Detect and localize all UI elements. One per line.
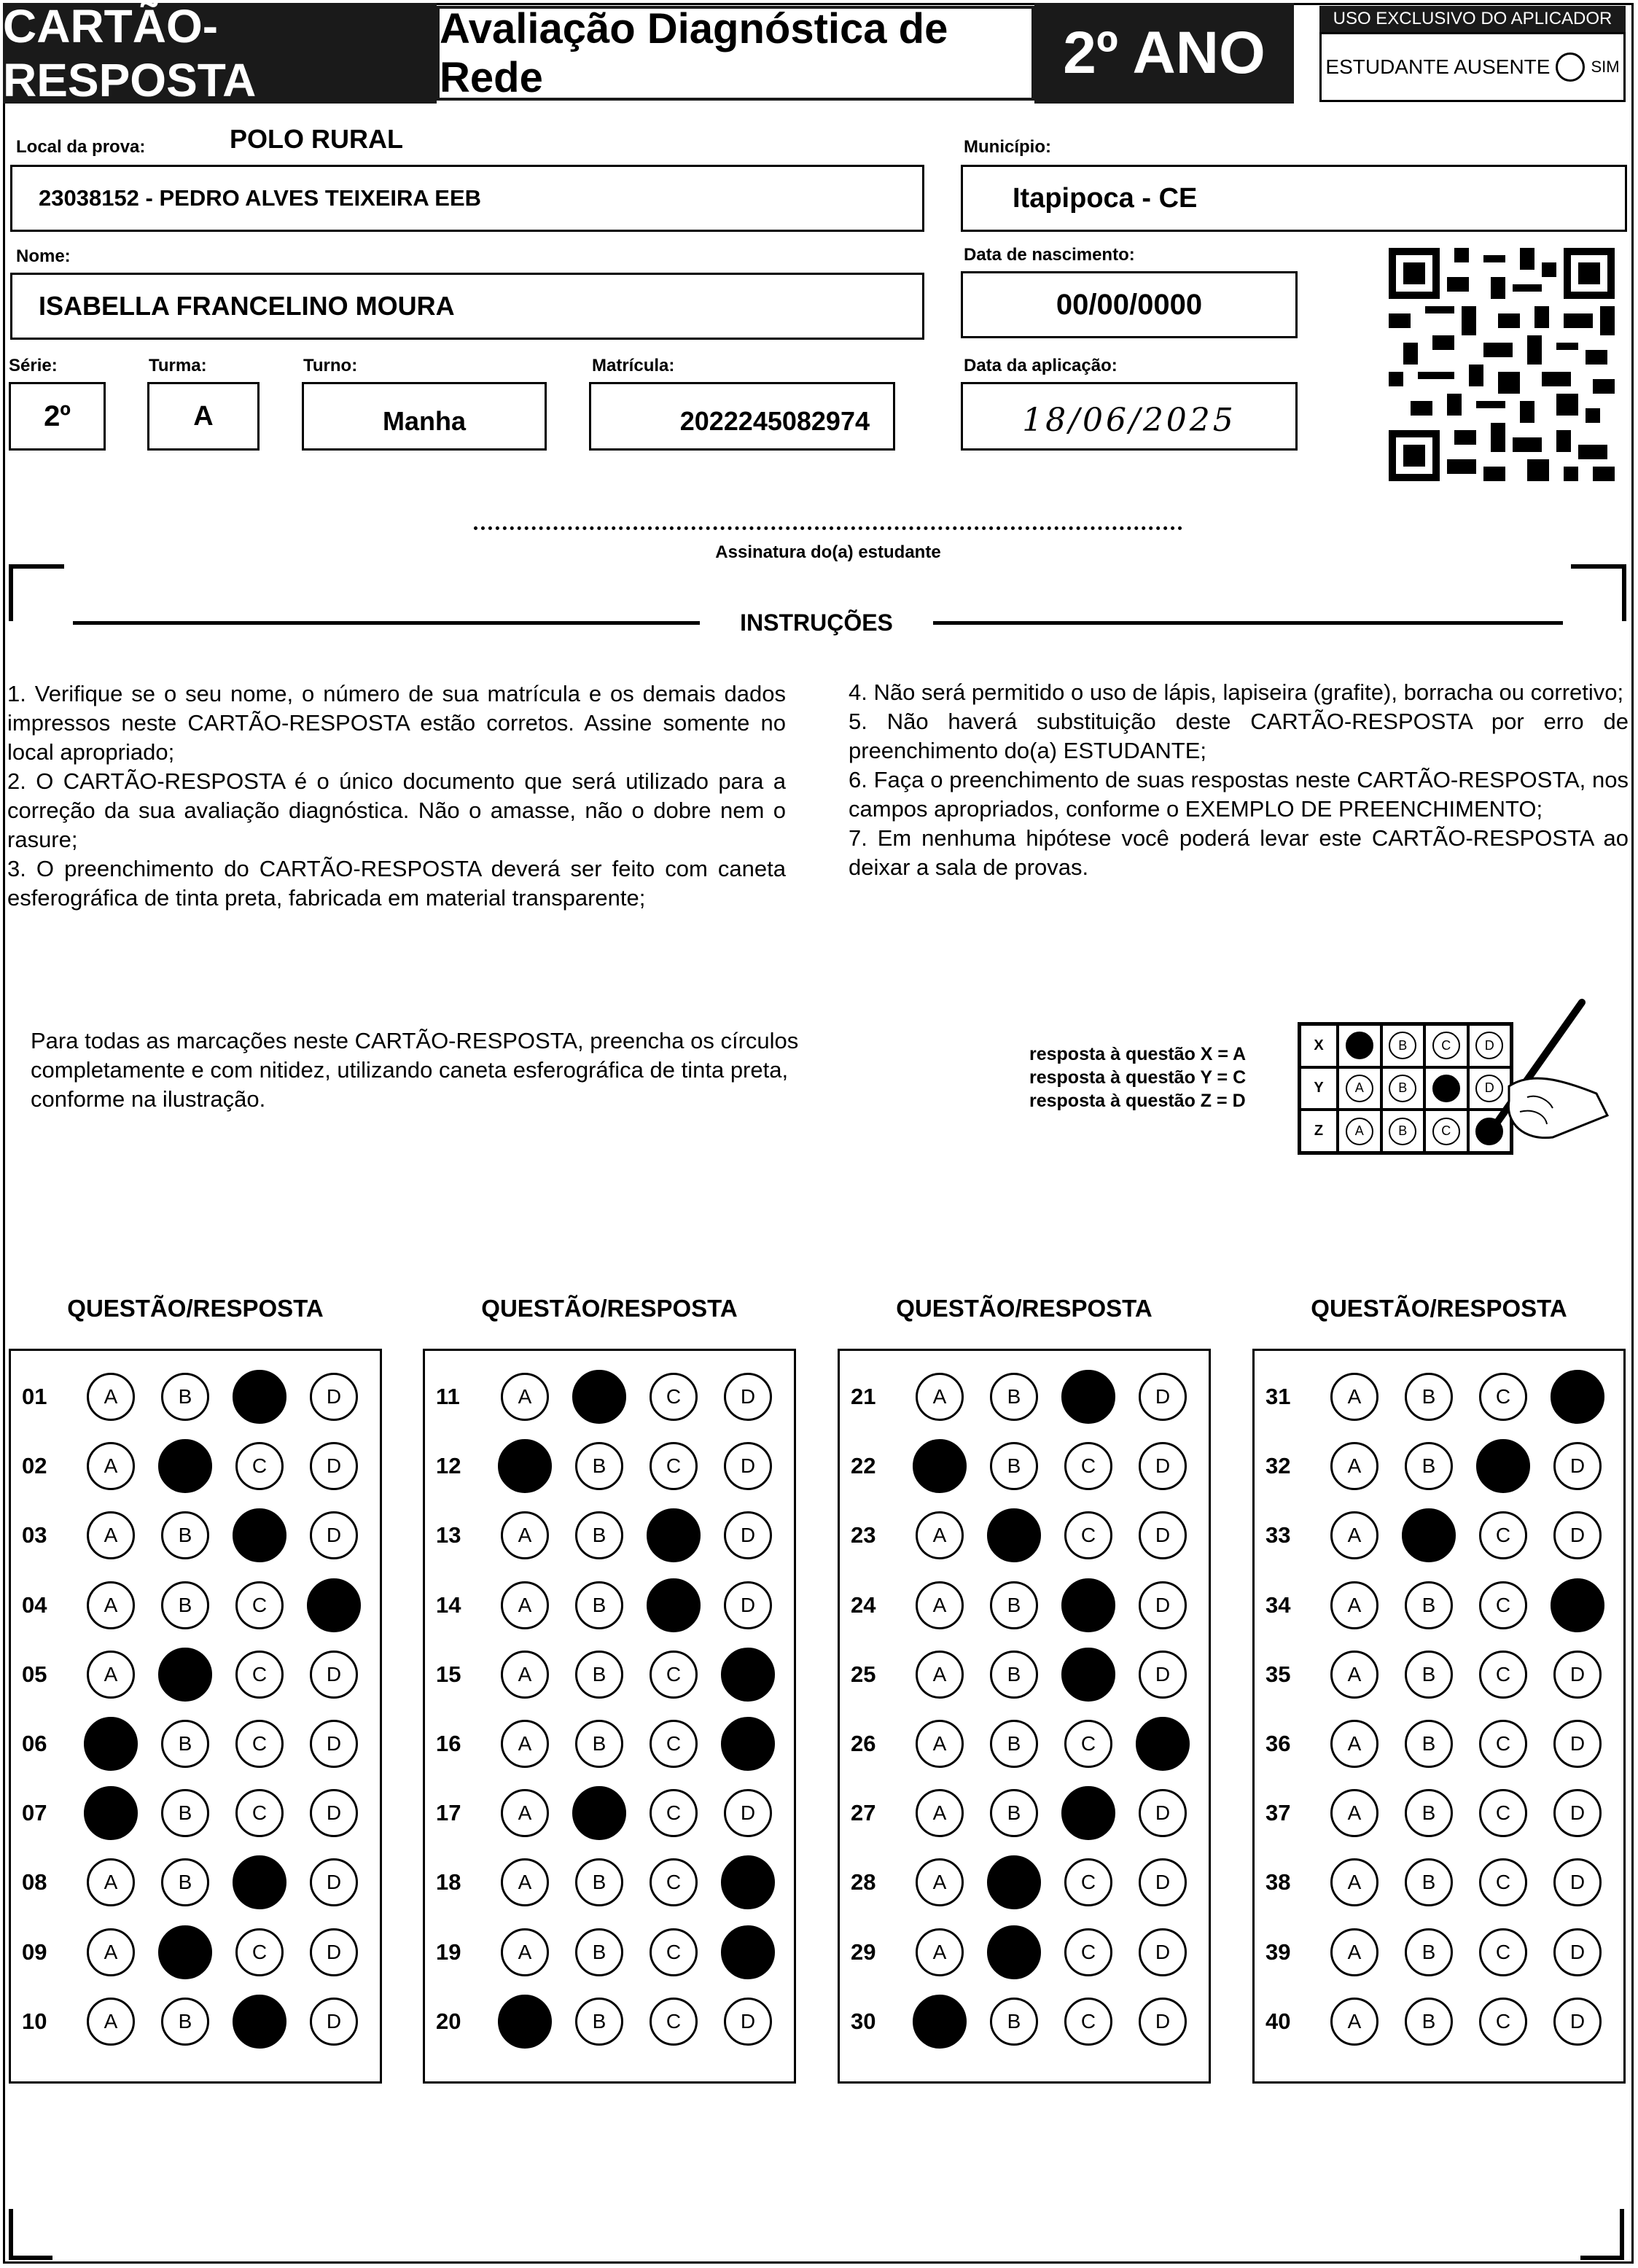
answer-bubble-b[interactable]: B	[1405, 1789, 1453, 1837]
answer-bubble-d[interactable]	[721, 1925, 775, 1979]
answer-bubble-d[interactable]: D	[1553, 1720, 1602, 1768]
answer-bubble-c[interactable]	[647, 1578, 701, 1632]
answer-bubble-d[interactable]: D	[1139, 1442, 1187, 1490]
exam-title: Avaliação Diagnóstica de Rede	[437, 6, 1034, 101]
answer-bubble-c[interactable]	[1061, 1370, 1115, 1424]
answer-bubble-b[interactable]	[158, 1925, 212, 1979]
question-number: 11	[436, 1384, 460, 1409]
answer-bubble-d[interactable]	[721, 1648, 775, 1702]
column-header: QUESTÃO/RESPOSTA	[481, 1295, 738, 1322]
answer-bubble-d[interactable]: D	[310, 1928, 358, 1976]
serie-field	[9, 382, 106, 451]
answer-bubble-c[interactable]: C	[235, 1720, 284, 1768]
grade-label: 2º ANO	[1034, 3, 1294, 104]
example-bubble-a: A	[1346, 1118, 1373, 1145]
answer-bubble-c[interactable]: C	[650, 1651, 698, 1699]
answer-bubble-a[interactable]: A	[1330, 1373, 1378, 1421]
answer-bubble-c[interactable]: C	[650, 1858, 698, 1906]
example-bubble-c: C	[1432, 1032, 1460, 1059]
example-bubble-c: C	[1432, 1118, 1460, 1145]
example-bubble-b: B	[1389, 1032, 1416, 1059]
answer-bubble-c[interactable]	[1061, 1578, 1115, 1632]
answer-bubble-a[interactable]: A	[501, 1581, 549, 1629]
answer-bubble-d[interactable]: D	[1553, 1442, 1602, 1490]
signature-label: Assinatura do(a) estudante	[715, 542, 941, 562]
answer-bubble-b[interactable]: B	[1405, 1998, 1453, 2046]
answer-bubble-b[interactable]: B	[161, 1998, 209, 2046]
hand-pen-icon	[1465, 999, 1611, 1145]
answer-bubble-d[interactable]: D	[1139, 1651, 1187, 1699]
answer-bubble-b[interactable]: B	[575, 1581, 623, 1629]
answer-bubble-b[interactable]: B	[1405, 1442, 1453, 1490]
answer-bubble-a[interactable]: A	[501, 1511, 549, 1559]
answer-bubble-a[interactable]: A	[916, 1581, 964, 1629]
question-number: 03	[22, 1522, 47, 1548]
answer-bubble-c[interactable]	[1476, 1439, 1530, 1493]
answer-bubble-c[interactable]: C	[1479, 1928, 1527, 1976]
question-number: 21	[851, 1384, 876, 1409]
answer-bubble-c[interactable]	[233, 1370, 286, 1424]
matricula-value: 2022245082974	[679, 406, 870, 436]
answer-bubble-d[interactable]	[721, 1717, 775, 1771]
question-number: 26	[851, 1731, 876, 1756]
answer-bubble-a[interactable]: A	[1330, 1720, 1378, 1768]
question-number: 04	[22, 1591, 47, 1618]
absent-label: ESTUDANTE AUSENTE	[1325, 55, 1551, 78]
answer-bubble-d[interactable]: D	[310, 1442, 358, 1490]
answer-bubble-b[interactable]: B	[990, 1442, 1038, 1490]
answer-bubble-a[interactable]: A	[87, 1581, 135, 1629]
column-header: QUESTÃO/RESPOSTA	[1311, 1295, 1567, 1322]
example-cell	[1381, 1110, 1425, 1153]
question-number: 17	[436, 1800, 461, 1826]
answer-bubble-b[interactable]: B	[575, 1511, 623, 1559]
answer-bubble-a[interactable]: A	[916, 1928, 964, 1976]
answer-bubble-b[interactable]: B	[161, 1511, 209, 1559]
question-number: 25	[851, 1661, 876, 1687]
answer-bubble-d[interactable]: D	[310, 1373, 358, 1421]
matricula-label: Matrícula:	[592, 356, 675, 375]
question-number: 13	[436, 1522, 461, 1548]
corner-mark-top-right	[1571, 564, 1626, 621]
example-bubble-a	[1346, 1032, 1373, 1059]
answer-bubble-a[interactable]: A	[87, 1511, 135, 1559]
question-number: 02	[22, 1453, 47, 1479]
turno-value: Manha	[382, 406, 466, 436]
applicator-only-label: USO EXCLUSIVO DO APLICADOR	[1319, 6, 1626, 32]
answer-bubble-a[interactable]: A	[1330, 1858, 1378, 1906]
municipio-label: Município:	[964, 137, 1051, 157]
answer-bubble-a[interactable]: A	[87, 1928, 135, 1976]
example-legend-z: resposta à questão Z = D	[1029, 1091, 1246, 1111]
answer-bubble-d[interactable]: D	[724, 1998, 772, 2046]
instruction-4: 4. Não será permitido o uso de lápis, lapiseira (grafite), borracha ou corretivo;	[849, 679, 1624, 705]
answer-bubble-b[interactable]: B	[161, 1858, 209, 1906]
answer-bubble-c[interactable]: C	[1479, 1511, 1527, 1559]
answer-bubble-d[interactable]: D	[1553, 1858, 1602, 1906]
example-bubble-b: B	[1389, 1075, 1416, 1102]
answer-bubble-c[interactable]: C	[235, 1651, 284, 1699]
answer-bubble-b[interactable]: B	[990, 1651, 1038, 1699]
example-cell	[1381, 1067, 1425, 1110]
answer-bubble-a[interactable]: A	[87, 1442, 135, 1490]
answer-bubble-d[interactable]: D	[1139, 1581, 1187, 1629]
answer-bubble-c[interactable]: C	[650, 1928, 698, 1976]
answer-bubble-c[interactable]	[1061, 1786, 1115, 1840]
example-legend-x: resposta à questão X = A	[1029, 1044, 1247, 1064]
question-number: 09	[22, 1938, 47, 1965]
answer-bubble-c[interactable]: C	[650, 1442, 698, 1490]
answer-bubble-a[interactable]: A	[87, 1998, 135, 2046]
question-number: 24	[851, 1591, 876, 1618]
answer-bubble-a[interactable]: A	[1330, 1789, 1378, 1837]
absent-bubble[interactable]	[1556, 52, 1585, 82]
example-cell	[1338, 1110, 1381, 1153]
example-cell	[1424, 1024, 1468, 1067]
question-number: 36	[1265, 1731, 1291, 1756]
answer-bubble-b[interactable]	[987, 1855, 1041, 1909]
answer-bubble-d[interactable]: D	[310, 1998, 358, 2046]
question-number: 08	[22, 1869, 47, 1895]
question-number: 34	[1265, 1591, 1291, 1618]
turno-label: Turno:	[303, 356, 358, 375]
answer-bubble-b[interactable]	[572, 1370, 626, 1424]
local-label: Local da prova:	[16, 137, 146, 157]
answer-bubble-d[interactable]: D	[724, 1581, 772, 1629]
answer-bubble-d[interactable]: D	[1139, 1928, 1187, 1976]
answer-bubble-b[interactable]: B	[990, 1720, 1038, 1768]
answer-bubble-d[interactable]	[1551, 1578, 1604, 1632]
question-number: 06	[22, 1731, 47, 1756]
answer-bubble-b[interactable]	[572, 1786, 626, 1840]
answer-bubble-a[interactable]: A	[1330, 1651, 1378, 1699]
answer-bubble-a[interactable]: A	[501, 1373, 549, 1421]
answer-bubble-b[interactable]: B	[575, 1651, 623, 1699]
matricula-field	[589, 382, 895, 451]
turma-field	[147, 382, 260, 451]
answer-bubble-c[interactable]	[233, 1855, 286, 1909]
nascimento-label: Data de nascimento:	[964, 245, 1135, 265]
answer-bubble-a[interactable]: A	[1330, 1998, 1378, 2046]
answer-bubble-a[interactable]	[913, 1439, 967, 1493]
answer-bubble-b[interactable]: B	[161, 1373, 209, 1421]
signature-line[interactable]	[474, 526, 1182, 530]
answer-bubble-b[interactable]: B	[1405, 1720, 1453, 1768]
example-cell	[1338, 1024, 1381, 1067]
qr-code-icon	[1389, 248, 1615, 481]
local-value: 23038152 - PEDRO ALVES TEIXEIRA EEB	[39, 185, 482, 211]
answer-bubble-a[interactable]	[84, 1786, 138, 1840]
answer-bubble-b[interactable]: B	[575, 1858, 623, 1906]
question-number: 38	[1265, 1869, 1291, 1895]
turma-label: Turma:	[149, 356, 207, 375]
answer-bubble-b[interactable]: B	[1405, 1373, 1453, 1421]
answer-bubble-c[interactable]: C	[1064, 1511, 1112, 1559]
answer-bubble-d[interactable]: D	[724, 1373, 772, 1421]
instructions-left	[7, 679, 786, 913]
answer-bubble-c[interactable]: C	[1064, 1928, 1112, 1976]
answer-bubble-d[interactable]: D	[1553, 1928, 1602, 1976]
answer-bubble-a[interactable]: A	[916, 1858, 964, 1906]
answer-bubble-a[interactable]	[84, 1717, 138, 1771]
answer-bubble-a[interactable]	[498, 1995, 552, 2049]
answer-bubble-d[interactable]: D	[1139, 1858, 1187, 1906]
answer-bubble-a[interactable]: A	[87, 1373, 135, 1421]
answer-bubble-b[interactable]	[987, 1925, 1041, 1979]
answer-bubble-c[interactable]: C	[235, 1581, 284, 1629]
answer-bubble-a[interactable]: A	[916, 1789, 964, 1837]
municipio-value: Itapipoca - CE	[1013, 182, 1198, 214]
answer-bubble-a[interactable]: A	[87, 1651, 135, 1699]
answer-bubble-b[interactable]: B	[990, 1789, 1038, 1837]
answer-bubble-d[interactable]: D	[1553, 1998, 1602, 2046]
example-bubble-d: D	[1475, 1075, 1503, 1102]
answer-bubble-a[interactable]	[913, 1995, 967, 2049]
answer-bubble-b[interactable]: B	[1405, 1651, 1453, 1699]
answer-bubble-c[interactable]	[233, 1508, 286, 1562]
answer-bubble-c[interactable]: C	[650, 1789, 698, 1837]
instruction-5: 5. Não haverá substituição deste CARTÃO-RESPOSTA por erro de preenchimento do(a) ESTUDANTE;	[849, 709, 1629, 763]
answer-bubble-d[interactable]: D	[310, 1511, 358, 1559]
answer-bubble-a[interactable]: A	[1330, 1928, 1378, 1976]
question-number: 22	[851, 1453, 876, 1479]
serie-label: Série:	[9, 356, 58, 375]
question-number: 12	[436, 1453, 461, 1479]
answer-bubble-b[interactable]	[158, 1648, 212, 1702]
turma-value: A	[193, 400, 214, 432]
question-number: 29	[851, 1938, 876, 1965]
example-cell	[1424, 1067, 1468, 1110]
answer-bubble-b[interactable]: B	[575, 1720, 623, 1768]
instruction-2: 2. O CARTÃO-RESPOSTA é o único documento que será utilizado para a correção da sua avaliação diagnóstica. Não o amasse, não o dobre nem o rasure;	[7, 768, 786, 852]
answer-bubble-c[interactable]: C	[1479, 1720, 1527, 1768]
answer-bubble-d[interactable]: D	[1139, 1998, 1187, 2046]
instructions-title: INSTRUÇÕES	[740, 609, 893, 636]
local-field	[10, 165, 924, 232]
example-legend	[1029, 1043, 1246, 1112]
corner-mark-top-left	[9, 564, 64, 621]
answer-bubble-a[interactable]: A	[87, 1858, 135, 1906]
question-number: 07	[22, 1800, 47, 1826]
example-cell	[1338, 1067, 1381, 1110]
question-number: 19	[436, 1938, 461, 1965]
answer-bubble-a[interactable]: A	[916, 1511, 964, 1559]
answer-bubble-c[interactable]: C	[1479, 1789, 1527, 1837]
nascimento-value: 00/00/0000	[1056, 288, 1203, 321]
answer-bubble-c[interactable]: C	[235, 1928, 284, 1976]
answer-bubble-c[interactable]: C	[1064, 1442, 1112, 1490]
corner-mark-bottom-right	[1580, 2209, 1624, 2260]
answer-bubble-d[interactable]	[1551, 1370, 1604, 1424]
instruction-3: 3. O preenchimento do CARTÃO-RESPOSTA deverá ser feito com caneta esferográfica de tinta preta, fabricada em material transparente;	[7, 856, 786, 911]
answer-bubble-b[interactable]: B	[1405, 1581, 1453, 1629]
question-number: 35	[1265, 1661, 1291, 1687]
answer-bubble-c[interactable]: C	[1479, 1373, 1527, 1421]
instruction-1: 1. Verifique se o seu nome, o número de sua matrícula e os demais dados impressos neste CARTÃO-RESPOSTA estão corretos. Assine somente no local apropriado;	[7, 681, 786, 765]
answer-bubble-d[interactable]: D	[724, 1511, 772, 1559]
absent-option: SIM	[1591, 58, 1620, 76]
answer-bubble-d[interactable]: D	[724, 1789, 772, 1837]
question-number: 40	[1265, 2008, 1291, 2034]
answer-bubble-c[interactable]: C	[650, 1373, 698, 1421]
aplicacao-label: Data da aplicação:	[964, 356, 1118, 375]
municipio-field	[961, 165, 1627, 232]
question-number: 39	[1265, 1938, 1291, 1965]
example-row-label: Z	[1300, 1110, 1338, 1153]
question-number: 31	[1265, 1384, 1291, 1409]
question-number: 05	[22, 1661, 47, 1687]
instructions-rule-right	[933, 621, 1563, 625]
answer-bubble-a[interactable]: A	[916, 1651, 964, 1699]
answer-bubble-c[interactable]: C	[1479, 1858, 1527, 1906]
question-number: 20	[436, 2008, 461, 2034]
question-number: 15	[436, 1661, 461, 1687]
answer-bubble-b[interactable]: B	[161, 1789, 209, 1837]
answer-bubble-c[interactable]: C	[1479, 1581, 1527, 1629]
example-row-label: Y	[1300, 1067, 1338, 1110]
answer-bubble-b[interactable]: B	[990, 1373, 1038, 1421]
answer-bubble-a[interactable]: A	[916, 1373, 964, 1421]
aplicacao-value: 18/06/2025	[1022, 401, 1236, 439]
answer-bubble-d[interactable]: D	[1139, 1373, 1187, 1421]
example-bubble-b: B	[1389, 1118, 1416, 1145]
answer-bubble-c[interactable]: C	[1064, 1720, 1112, 1768]
question-number: 18	[436, 1869, 461, 1895]
nome-label: Nome:	[16, 246, 71, 266]
answer-bubble-d[interactable]: D	[310, 1720, 358, 1768]
answer-bubble-d[interactable]: D	[310, 1651, 358, 1699]
answer-bubble-b[interactable]: B	[161, 1581, 209, 1629]
answer-bubble-d[interactable]: D	[1553, 1511, 1602, 1559]
serie-value: 2º	[44, 400, 71, 432]
answer-bubble-a[interactable]: A	[1330, 1581, 1378, 1629]
answer-bubble-b[interactable]	[158, 1439, 212, 1493]
answer-bubble-a[interactable]: A	[501, 1858, 549, 1906]
instructions-right	[849, 678, 1629, 882]
instructions-rule-left	[73, 621, 700, 625]
question-number: 23	[851, 1522, 876, 1548]
answer-bubble-d[interactable]: D	[724, 1442, 772, 1490]
local-polo: POLO RURAL	[230, 124, 403, 154]
nome-field	[10, 273, 924, 340]
answer-bubble-c[interactable]: C	[1479, 1998, 1527, 2046]
question-number: 14	[436, 1591, 461, 1618]
card-title: CARTÃO-RESPOSTA	[3, 3, 437, 104]
nascimento-field	[961, 271, 1298, 338]
answer-bubble-c[interactable]: C	[1064, 1858, 1112, 1906]
absent-box	[1319, 32, 1626, 102]
answer-bubble-d[interactable]	[721, 1855, 775, 1909]
answer-bubble-a[interactable]: A	[501, 1720, 549, 1768]
question-number: 01	[22, 1384, 47, 1409]
answer-bubble-a[interactable]: A	[501, 1789, 549, 1837]
column-header: QUESTÃO/RESPOSTA	[67, 1295, 324, 1322]
answer-bubble-d[interactable]: D	[1139, 1511, 1187, 1559]
example-bubble-a: A	[1346, 1075, 1373, 1102]
question-number: 10	[22, 2008, 47, 2034]
question-number: 28	[851, 1869, 876, 1895]
answer-bubble-c[interactable]: C	[235, 1442, 284, 1490]
instruction-7: 7. Em nenhuma hipótese você poderá levar este CARTÃO-RESPOSTA ao deixar a sala de provas.	[849, 825, 1629, 880]
answer-bubble-b[interactable]	[987, 1508, 1041, 1562]
answer-bubble-d[interactable]: D	[310, 1789, 358, 1837]
answer-bubble-c[interactable]: C	[235, 1789, 284, 1837]
answer-bubble-b[interactable]: B	[1405, 1928, 1453, 1976]
example-cell	[1424, 1110, 1468, 1153]
column-header: QUESTÃO/RESPOSTA	[896, 1295, 1153, 1322]
example-row-label: X	[1300, 1024, 1338, 1067]
answer-bubble-c[interactable]: C	[1064, 1998, 1112, 2046]
question-number: 33	[1265, 1522, 1291, 1548]
question-number: 16	[436, 1731, 461, 1756]
instruction-6: 6. Faça o preenchimento de suas respostas neste CARTÃO-RESPOSTA, nos campos apropriados, conforme o EXEMPLO DE PREENCHIMENTO;	[849, 767, 1629, 822]
example-legend-y: resposta à questão Y = C	[1029, 1067, 1247, 1088]
answer-bubble-c[interactable]: C	[1479, 1651, 1527, 1699]
question-number: 27	[851, 1800, 876, 1826]
answer-bubble-c[interactable]: C	[650, 1720, 698, 1768]
example-bubble-d: D	[1475, 1032, 1503, 1059]
example-cell	[1381, 1024, 1425, 1067]
answer-bubble-b[interactable]: B	[990, 1998, 1038, 2046]
answer-bubble-b[interactable]: B	[990, 1581, 1038, 1629]
answer-bubble-a[interactable]	[498, 1439, 552, 1493]
turno-field	[302, 382, 547, 451]
answer-bubble-d[interactable]: D	[1553, 1789, 1602, 1837]
nome-value: ISABELLA FRANCELINO MOURA	[39, 291, 455, 321]
example-bubble-c	[1432, 1075, 1460, 1102]
answer-bubble-a[interactable]: A	[1330, 1511, 1378, 1559]
question-number: 37	[1265, 1800, 1291, 1826]
answer-bubble-c[interactable]	[1061, 1648, 1115, 1702]
answer-bubble-b[interactable]	[1402, 1508, 1456, 1562]
answer-bubble-b[interactable]: B	[575, 1442, 623, 1490]
answer-bubble-d[interactable]	[1136, 1717, 1190, 1771]
answer-bubble-a[interactable]: A	[1330, 1442, 1378, 1490]
answer-bubble-a[interactable]: A	[916, 1720, 964, 1768]
answer-bubble-b[interactable]: B	[575, 1928, 623, 1976]
question-number: 30	[851, 2008, 876, 2034]
corner-mark-bottom-left	[9, 2209, 52, 2260]
answer-bubble-c[interactable]	[647, 1508, 701, 1562]
answer-bubble-b[interactable]: B	[1405, 1858, 1453, 1906]
answer-bubble-a[interactable]: A	[501, 1928, 549, 1976]
answer-bubble-c[interactable]: C	[650, 1998, 698, 2046]
answer-bubble-b[interactable]: B	[575, 1998, 623, 2046]
answer-bubble-d[interactable]	[307, 1578, 361, 1632]
answer-bubble-b[interactable]: B	[161, 1720, 209, 1768]
aplicacao-field[interactable]	[961, 382, 1298, 451]
answer-bubble-a[interactable]: A	[501, 1651, 549, 1699]
answer-bubble-d[interactable]: D	[310, 1858, 358, 1906]
answer-bubble-d[interactable]: D	[1139, 1789, 1187, 1837]
answer-bubble-c[interactable]	[233, 1995, 286, 2049]
example-text: Para todas as marcações neste CARTÃO-RESPOSTA, preencha os círculos completamente e com nitidez, utilizando caneta esferográfica de tinta preta, conforme na ilustração.	[31, 1028, 799, 1112]
answer-bubble-d[interactable]: D	[1553, 1651, 1602, 1699]
question-number: 32	[1265, 1453, 1291, 1479]
